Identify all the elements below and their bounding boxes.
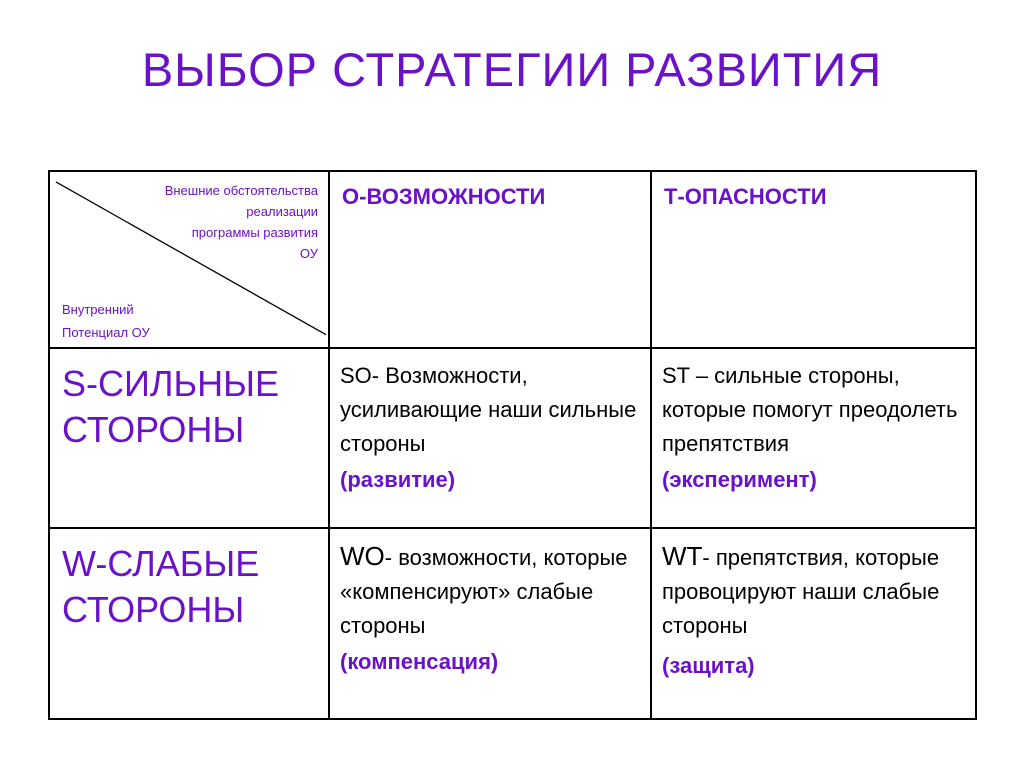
strategy-label: (развитие) [340, 466, 456, 492]
internal-line: Потенциал ОУ [62, 325, 150, 340]
strategy-label: (компенсация) [340, 649, 499, 675]
row-header-line: S-СИЛЬНЫЕ [62, 362, 280, 404]
strengths-row [49, 348, 976, 529]
column-header: О-ВОЗМОЖНОСТИ [342, 184, 546, 209]
row-header [50, 529, 328, 633]
external-line: ОУ [299, 246, 318, 261]
so-cell [329, 348, 651, 529]
strategy-text: Возможности, усиливающие наши сильные стороны [340, 362, 637, 456]
strategy-text: – сильные стороны, которые помогут преодолеть препятствия [662, 362, 958, 456]
strategy-code: ST [662, 362, 690, 388]
row-header-line: W-СЛАБЫЕ [62, 543, 260, 585]
row-header-line: СТОРОНЫ [62, 589, 245, 631]
internal-line: Внутренний [62, 302, 134, 317]
external-factors-label [165, 180, 318, 264]
swot-matrix [48, 170, 977, 720]
row-header [50, 349, 328, 453]
strategy-text: - возможности, которые «компенсируют» слабые стороны [340, 545, 628, 639]
external-line: программы развития [191, 225, 318, 240]
strategy-label: (эксперимент) [662, 466, 817, 492]
weaknesses-row [49, 528, 976, 719]
strategy-code: WT [662, 541, 703, 572]
wt-cell [651, 528, 976, 719]
strengths-header [49, 348, 329, 529]
threats-header [651, 171, 976, 348]
page-title: ВЫБОР СТРАТЕГИИ РАЗВИТИЯ [141, 43, 883, 96]
column-header: Т-ОПАСНОСТИ [664, 184, 827, 209]
external-line: реализации [246, 204, 318, 219]
strategy-label: (защита) [662, 653, 755, 679]
corner-cell [49, 171, 329, 348]
header-row [49, 171, 976, 348]
weaknesses-header [49, 528, 329, 719]
opportunities-header [329, 171, 651, 348]
st-cell [651, 348, 976, 529]
internal-potential-label [62, 298, 150, 344]
strategy-code: WO [340, 541, 385, 572]
external-line: Внешние обстоятельства [164, 183, 318, 198]
strategy-text: - препятствия, которые провоцируют наши слабые стороны [662, 545, 940, 639]
wo-cell [329, 528, 651, 719]
strategy-code: SO- [340, 362, 380, 388]
row-header-line: СТОРОНЫ [62, 408, 245, 450]
